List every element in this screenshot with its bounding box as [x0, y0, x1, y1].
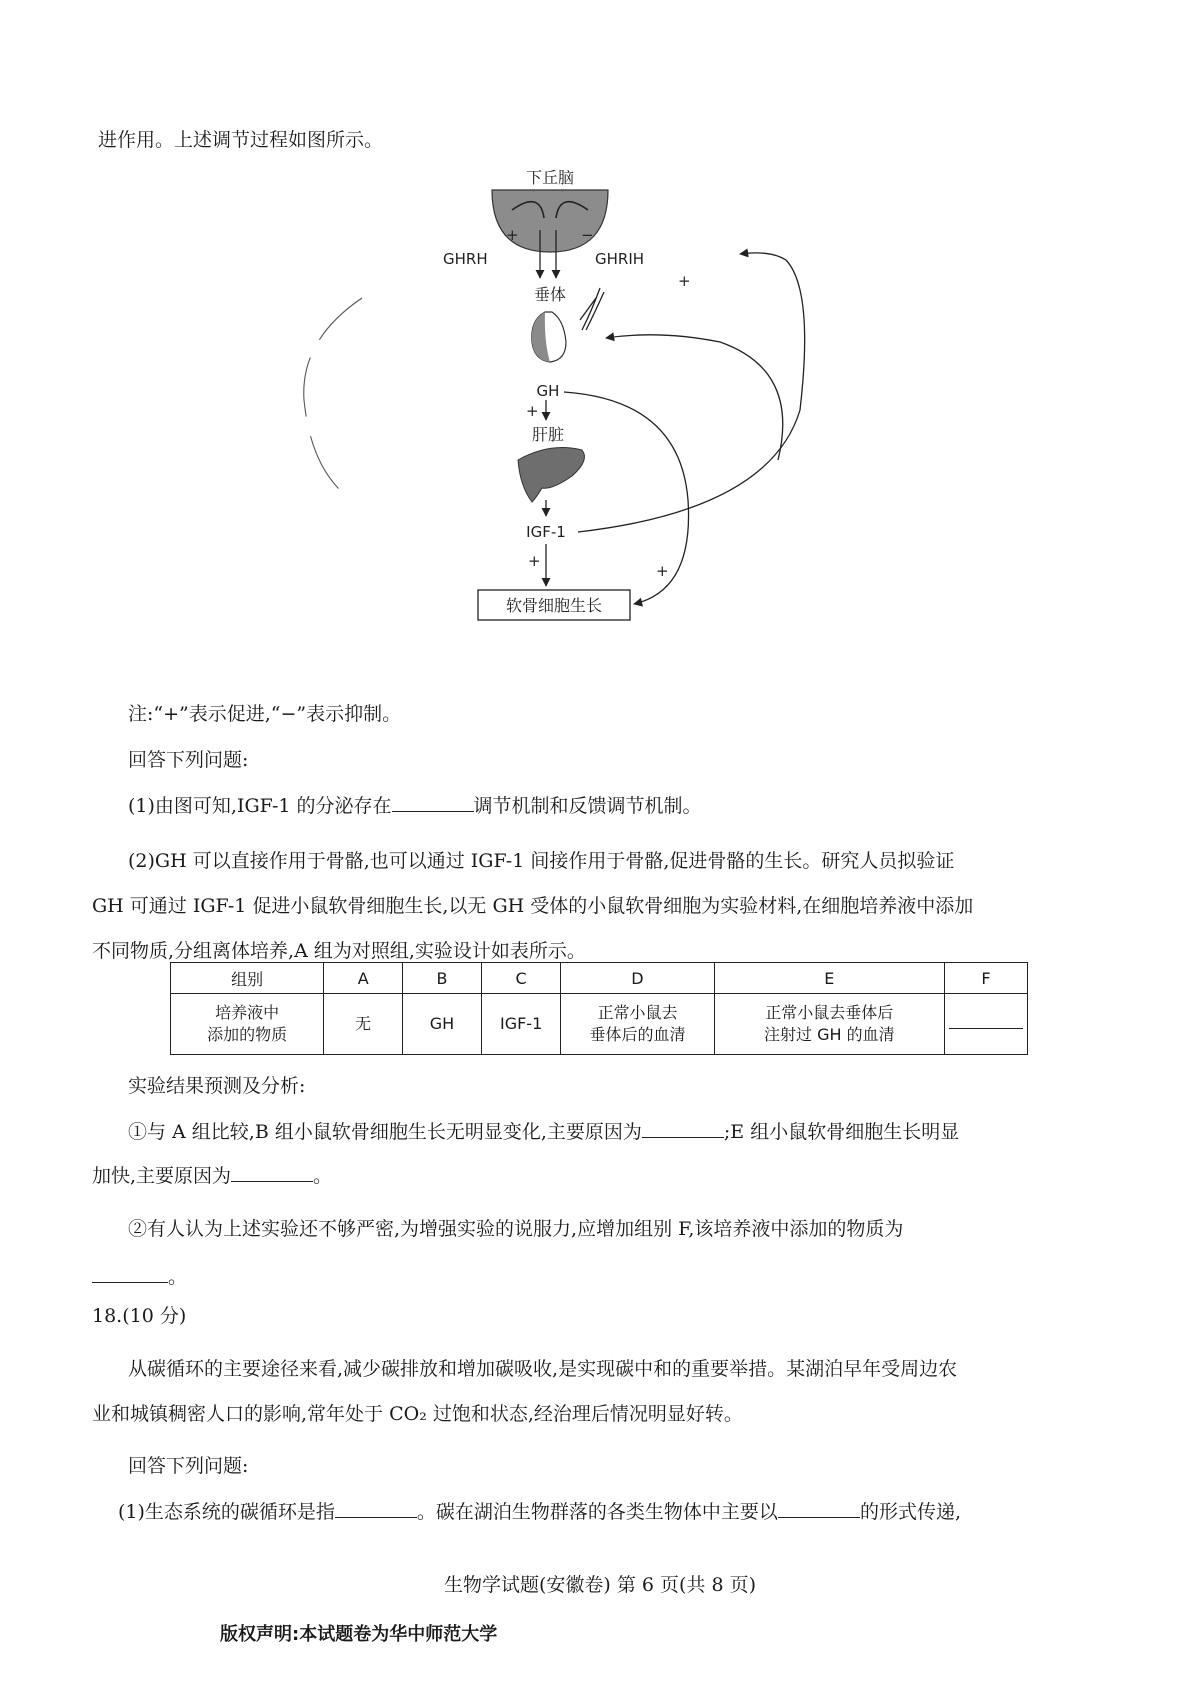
pituitary-label: 垂体: [533, 285, 567, 304]
cartilage-growth-label: 软骨细胞生长: [505, 596, 603, 615]
answer-blank[interactable]: [949, 1014, 1023, 1029]
faint-arc: [304, 298, 362, 490]
diagram-note: 注:“+”表示促进,“−”表示抑制。: [128, 703, 402, 725]
cell-e: 正常小鼠去垂体后 注射过 GH 的血清: [714, 994, 944, 1055]
answer-blank[interactable]: [392, 791, 474, 812]
answer-blank[interactable]: [92, 1262, 168, 1283]
liver-label: 肝脏: [531, 425, 565, 444]
table-header-cell: E: [714, 963, 944, 994]
answer-blank[interactable]: [642, 1117, 724, 1138]
gh-cartilage-plus: +: [656, 562, 669, 580]
q17-part1-b: 调节机制和反馈调节机制。: [473, 795, 702, 817]
ghrh-plus: +: [506, 226, 519, 244]
liver-shape: [518, 448, 584, 502]
cell-f[interactable]: [945, 994, 1028, 1055]
answer-blank[interactable]: [778, 1497, 860, 1518]
table-header-row: [171, 963, 1028, 994]
igf1-label: IGF-1: [526, 523, 566, 541]
gh-label: GH: [536, 382, 560, 400]
copyright-notice: 版权声明:本试题卷为华中师范大学: [220, 1624, 498, 1645]
table-header-cell: 组别: [171, 963, 324, 994]
table-header-cell: C: [481, 963, 560, 994]
hypothalamus-label: 下丘脑: [525, 170, 575, 187]
q17-part1: [128, 791, 702, 820]
result-2-line1: ②有人认为上述实验还不够严密,为增强实验的说服力,应增加组别 F,该培养液中添加的物质为: [128, 1218, 904, 1240]
gh-plus: +: [526, 402, 539, 420]
answer-blank[interactable]: [231, 1161, 313, 1182]
q18-title: 18.(10 分): [92, 1305, 187, 1327]
table-header-cell: B: [402, 963, 481, 994]
experiment-table: [170, 962, 1028, 1055]
q18-part1: (1)生态系统的碳循环是指 。碳在湖泊生物群落的各类生物体中主要以 的形式传递,: [118, 1497, 961, 1526]
q17-part2-line1: (2)GH 可以直接作用于骨骼,也可以通过 IGF-1 间接作用于骨骼,促进骨骼的生长。研究人员拟验证: [128, 850, 955, 872]
table-row: [171, 994, 1028, 1055]
cell-c: IGF-1: [481, 994, 560, 1055]
q18-answer-prompt: 回答下列问题:: [128, 1455, 249, 1477]
igf1-to-ghrih-feedback: [578, 253, 805, 532]
q17-answer-prompt: 回答下列问题:: [128, 749, 249, 771]
page-footer: 生物学试题(安徽卷) 第 6 页(共 8 页): [443, 1574, 757, 1596]
igf1-to-pituitary-feedback: [606, 335, 783, 460]
q17-part2-line3: 不同物质,分组离体培养,A 组为对照组,实验设计如表所示。: [92, 940, 586, 962]
table-row-label: 培养液中 添加的物质: [171, 994, 324, 1055]
cell-a: 无: [324, 994, 403, 1055]
hormone-regulation-diagram: [300, 170, 820, 690]
igf1-plus: +: [528, 552, 541, 570]
table-header-cell: F: [945, 963, 1028, 994]
cell-d: 正常小鼠去 垂体后的血清: [561, 994, 714, 1055]
feedback-ghrih-plus: +: [678, 272, 691, 290]
table-header-cell: A: [324, 963, 403, 994]
result-2-line2: 。: [92, 1262, 187, 1291]
result-1-line2: 加快,主要原因为 。: [92, 1161, 332, 1190]
results-title: 实验结果预测及分析:: [128, 1075, 306, 1097]
cell-b: GH: [402, 994, 481, 1055]
ghrih-minus: −: [581, 226, 594, 244]
ghrih-label: GHRIH: [595, 250, 645, 268]
q18-line2: 业和城镇稠密人口的影响,常年处于 CO₂ 过饱和状态,经治理后情况明显好转。: [92, 1403, 743, 1425]
q18-line1: 从碳循环的主要途径来看,减少碳排放和增加碳吸收,是实现碳中和的重要举措。某湖泊早年受周边农: [128, 1358, 958, 1380]
neuron-sketch: [580, 288, 604, 330]
q17-part1-a: (1)由图可知,IGF-1 的分泌存在: [128, 795, 392, 817]
answer-blank[interactable]: [335, 1497, 417, 1518]
gh-to-cartilage-arrow: [564, 392, 689, 604]
table-header-cell: D: [561, 963, 714, 994]
q17-part2-line2: GH 可通过 IGF-1 促进小鼠软骨细胞生长,以无 GH 受体的小鼠软骨细胞为实验材料,在细胞培养液中添加: [92, 895, 974, 917]
ghrh-label: GHRH: [443, 250, 488, 268]
intro-tail: 进作用。上述调节过程如图所示。: [98, 129, 384, 151]
result-1-line1: ①与 A 组比较,B 组小鼠软骨细胞生长无明显变化,主要原因为 ;E 组小鼠软骨细胞生长明显: [128, 1117, 959, 1146]
